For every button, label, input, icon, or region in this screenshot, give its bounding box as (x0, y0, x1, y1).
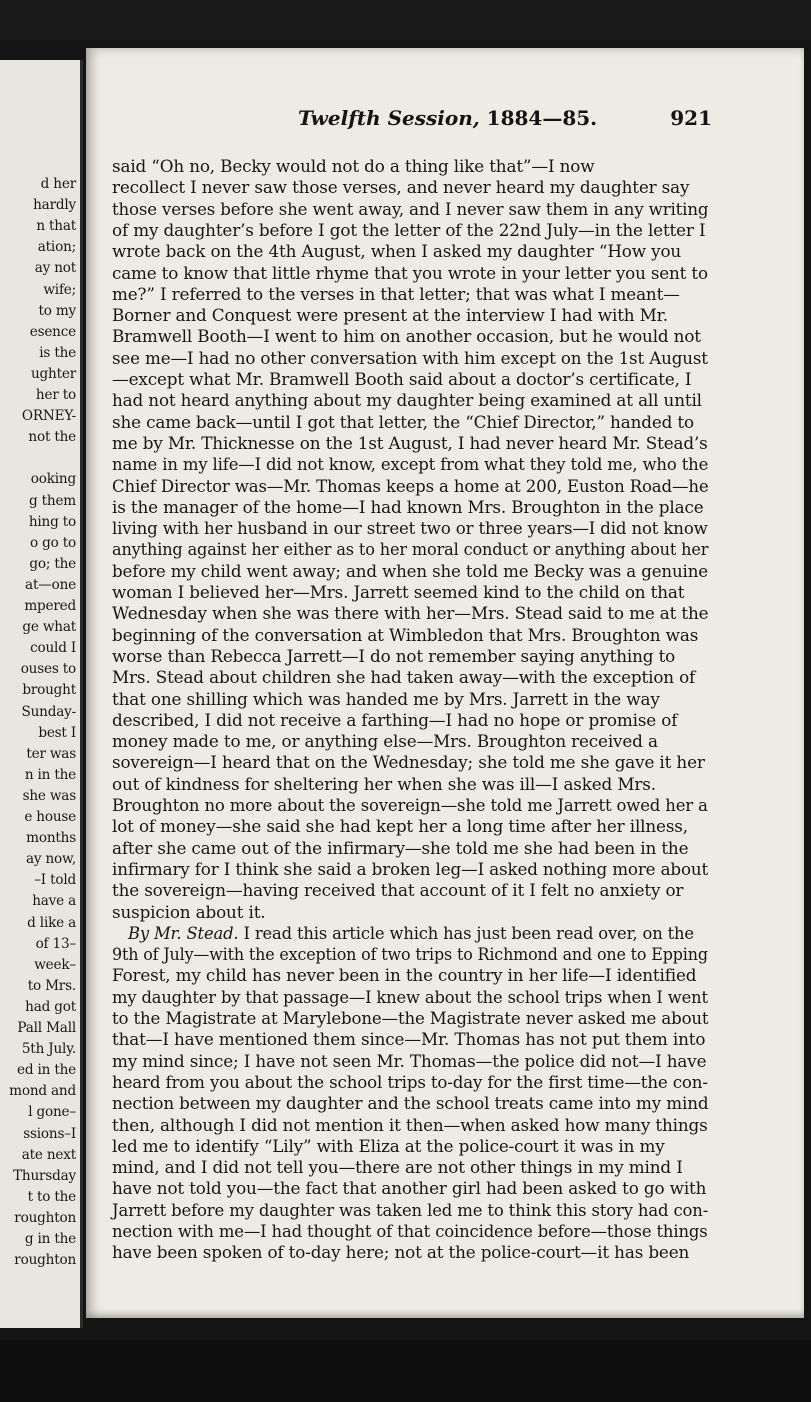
left-page-fragment: d like a (27, 914, 76, 931)
text-line: that one shilling which was handed me by Mrs. Jarrett in the way (112, 688, 660, 709)
text-line: after she came out of the infirmary—she told me she had been in the (112, 837, 689, 858)
left-page-fragment: had got (25, 998, 76, 1015)
left-page-fragment: best I (38, 724, 76, 741)
text-line: before my child went away; and when she told me Becky was a genuine (112, 560, 708, 581)
text-line: that—I have mentioned them since—Mr. Thomas has not put them into (112, 1029, 706, 1050)
left-page-fragment: ate next (21, 1146, 76, 1163)
left-page-fragment: Thursday (13, 1167, 76, 1184)
text-line: then, although I did not mention it then—when asked how many things (112, 1114, 708, 1135)
left-page-fragment: week– (34, 956, 76, 973)
text-line: nection between my daughter and the school treats came into my mind (112, 1093, 709, 1114)
left-page-fragment: –I told (34, 872, 76, 889)
text-line: of my daughter’s before I got the letter of the 22nd July—in the letter I (112, 219, 706, 240)
text-line: suspicion about it. (112, 901, 266, 922)
left-page-fragment: n that (36, 218, 76, 235)
text-line: those verses before she went away, and I never saw them in any writing (112, 198, 709, 219)
left-page-fragment: ation; (37, 239, 76, 256)
left-page-fragment: ouses to (20, 661, 76, 678)
left-page-fragment: wife; (43, 281, 76, 298)
text-line: Borner and Conquest were present at the interview I had with Mr. (112, 305, 668, 326)
text-line: to the Magistrate at Marylebone—the Magistrate never asked me about (112, 1008, 709, 1028)
left-page-fragment: have a (32, 893, 76, 910)
text-line: name in my life—I did not know, except from what they told me, who the (112, 454, 709, 475)
film-edge-bottom (0, 1340, 811, 1402)
left-page-fragment: ay now, (26, 851, 76, 868)
text-line: out of kindness for sheltering her when she was ill—I asked Mrs. (112, 773, 656, 794)
left-page-fragment: Pall Mall (17, 1020, 76, 1036)
left-page-fragment: to my (38, 302, 76, 319)
text-line: Wednesday when she was there with her—Mrs. Stead said to me at the (112, 603, 709, 624)
text-line: Chief Director was—Mr. Thomas keeps a home at 200, Euston Road—he (112, 475, 709, 496)
text-line: infirmary for I think she said a broken leg—I asked nothing more about (112, 858, 709, 879)
left-page-fragment: t to the (27, 1188, 76, 1205)
text-line: Broughton no more about the sovereign—she told me Jarrett owed her a (112, 795, 708, 815)
text-line: woman I believed her—Mrs. Jarrett seemed kind to the child on that (112, 582, 685, 602)
text-line: worse than Rebecca Jarrett—I do not remember saying anything to (112, 645, 676, 666)
left-page-fragment: g them (29, 492, 76, 509)
text-line: me by Mr. Thicknesse on the 1st August, I had never heard Mr. Stead’s (112, 432, 708, 453)
left-page-fragment: ughter (30, 365, 76, 382)
left-page-fragment: ooking (30, 471, 76, 488)
session-years: 1884—85. (486, 106, 598, 130)
left-page-fragment: her to (35, 387, 76, 403)
text-line: had not heard anything about my daughter being examined at all until (112, 390, 702, 411)
left-page-fragment: is the (39, 344, 76, 361)
left-page-edge (0, 60, 83, 1328)
session-label: Twelfth Session, (298, 106, 480, 130)
text-line: living with her husband in our street two or three years—I did not know (112, 518, 708, 539)
left-page-fragment: hing to (28, 513, 76, 530)
text-line: have not told you—the fact that another girl had been asked to go with (112, 1178, 707, 1199)
text-line: see me—I had no other conversation with him except on the 1st August (112, 347, 708, 368)
line-text: I read this article which has just been read over, on the (238, 922, 694, 943)
text-line: —except what Mr. Bramwell Booth said about a doctor’s certificate, I (112, 369, 692, 389)
text-line: beginning of the conversation at Wimbledon that Mrs. Broughton was (112, 624, 699, 645)
session-title (298, 106, 597, 130)
left-page-fragment: mpered (24, 598, 76, 614)
left-page-fragment: e house (24, 809, 76, 825)
text-line: Forest, my child has never been in the country in her life—I identified (112, 965, 697, 986)
text-line: Jarrett before my daughter was taken led me to think this story had con- (112, 1199, 709, 1220)
text-line: my mind since; I have not seen Mr. Thomas—the police did not—I have (112, 1050, 707, 1071)
left-page-fragment: go; the (29, 555, 76, 572)
text-line: came to know that little rhyme that you wrote in your letter you sent to (112, 262, 708, 283)
text-line: Bramwell Booth—I went to him on another occasion, but he would not (112, 326, 701, 347)
text-line (128, 923, 708, 943)
text-line: Mrs. Stead about children she had taken away—with the exception of (112, 667, 696, 688)
text-line: 9th of July—with the exception of two trips to Richmond and one to Epping (112, 944, 708, 965)
text-line: the sovereign—having received that account of it I felt no anxiety or (112, 880, 684, 901)
text-line: heard from you about the school trips to-day for the first time—the con- (112, 1071, 708, 1092)
left-page-fragment: of 13– (35, 935, 76, 952)
text-line: she came back—until I got that letter, the “Chief Director,” handed to (112, 411, 694, 432)
left-page-fragment: ay not (34, 260, 76, 277)
left-page-fragment: roughton (14, 1209, 76, 1226)
text-line: money made to me, or anything else—Mrs. Broughton received a (112, 731, 658, 752)
left-page-fragment: not the (28, 429, 76, 446)
left-page-fragment: she was (22, 787, 76, 804)
film-edge-top (0, 0, 811, 40)
page-number: 921 (670, 106, 712, 130)
text-line: lot of money—she said she had kept her a long time after her illness, (112, 816, 688, 837)
text-line: have been spoken of to-day here; not at the police-court—it has been (112, 1242, 690, 1263)
left-page-fragment: at—one (25, 576, 76, 593)
speaker-label: By Mr. Stead. (128, 922, 239, 943)
left-page-fragment: ge what (22, 619, 76, 636)
left-page-fragment: n in the (24, 766, 76, 783)
left-page-fragment: brought (22, 682, 76, 699)
left-page-fragment: could I (30, 640, 76, 657)
left-page-fragment: esence (29, 323, 76, 340)
left-page-fragment: mond and (9, 1083, 76, 1100)
text-line: said “Oh no, Becky would not do a thing like that”—I now (112, 156, 595, 176)
left-page-fragment: to Mrs. (27, 977, 76, 994)
text-line: led me to identify “Lily” with Eliza at the police-court it was in my (112, 1135, 665, 1156)
left-page-fragment: o go to (30, 534, 76, 551)
text-line: nection with me—I had thought of that coincidence before—those things (112, 1221, 708, 1241)
left-page-fragment: ORNEY- (21, 408, 76, 425)
text-line: wrote back on the 4th August, when I asked my daughter “How you (112, 241, 682, 262)
text-line: anything against her either as to her moral conduct or anything about her (112, 539, 709, 560)
left-page-fragment: Sunday- (21, 703, 76, 720)
left-page-fragment: g in the (24, 1231, 76, 1247)
left-page-fragment: ssions–I (23, 1125, 76, 1142)
left-page-fragment: hardly (33, 197, 76, 214)
text-line: is the manager of the home—I had known Mrs. Broughton in the place (112, 496, 704, 517)
text-line: described, I did not receive a farthing—I had no hope or promise of (112, 709, 678, 730)
left-page-fragment: ed in the (17, 1062, 76, 1079)
text-line: sovereign—I heard that on the Wednesday; she told me she gave it her (112, 752, 705, 773)
left-page-fragment: l gone– (28, 1104, 76, 1121)
running-header (86, 106, 804, 134)
left-page-fragment: ter was (26, 745, 76, 762)
text-line: mind, and I did not tell you—there are not other things in my mind I (112, 1157, 683, 1178)
text-line: my daughter by that passage—I knew about the school trips when I went (112, 986, 708, 1007)
right-page (86, 48, 804, 1318)
text-line: recollect I never saw those verses, and never heard my daughter say (112, 177, 690, 198)
left-page-fragment: d her (40, 176, 76, 192)
left-page-fragment: months (26, 830, 76, 847)
left-page-fragment: roughton (14, 1252, 76, 1269)
text-line: me?” I referred to the verses in that letter; that was what I meant— (112, 283, 680, 304)
left-page-fragment: 5th July. (21, 1041, 76, 1058)
